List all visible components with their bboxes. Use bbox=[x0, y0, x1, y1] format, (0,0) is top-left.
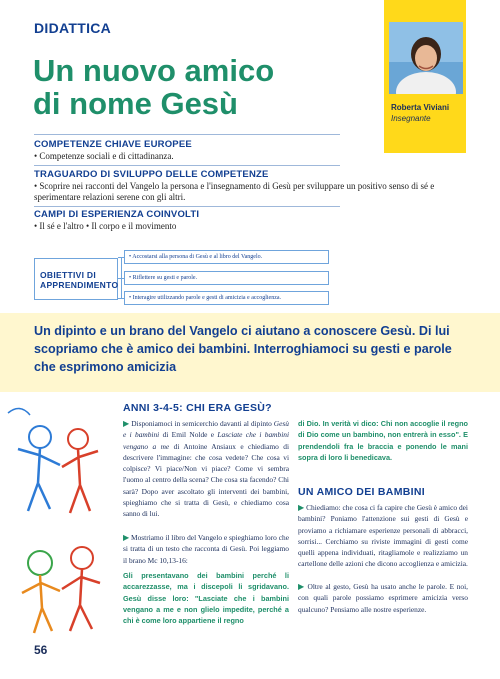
objective-item: • Accostarsi alla persona di Gesù e al libro del Vangelo. bbox=[124, 250, 329, 264]
section-heading: COMPETENZE CHIAVE EUROPEE bbox=[34, 139, 192, 150]
section-kicker: DIDATTICA bbox=[34, 20, 112, 36]
objective-item: • Riflettere su gesti e parole. bbox=[124, 271, 329, 285]
title-line-1: Un nuovo amico bbox=[33, 53, 275, 88]
section-text: • Il sé e l'altro • Il corpo e il movimento bbox=[34, 221, 177, 231]
page-title bbox=[33, 54, 373, 120]
gospel-quote: Gli presentavano dei bambini perché li accarezzasse, ma i discepoli li sgridavano. Gesù disse loro: "Lasciate che i bambini vengano a me e non glielo impedite, perché a chi è come loro appartiene il regno bbox=[123, 571, 289, 626]
triangle-bullet-icon: ▶ bbox=[123, 419, 130, 428]
text-run: Chiediamo: che cosa ci fa capire che Gesù è amico dei bambini? Poniamo l'attenzione sui gesti di Gesù e proviamo a richiamare esperienze personali di abbracci, sorrisi... Cerchiamo su riviste immagini di gesti come quelli appena individuati, ritagliamole e realizziamo un cartellone delle azioni che dicono accoglienza e amicizia. bbox=[298, 503, 468, 569]
article-paragraph bbox=[123, 532, 289, 566]
author-photo bbox=[389, 22, 463, 94]
objectives-label-line-2: APPRENDIMENTO bbox=[40, 280, 119, 290]
objectives-label-line-1: OBIETTIVI DI bbox=[40, 270, 97, 280]
page-number: 56 bbox=[34, 643, 48, 657]
intro-text: Un dipinto e un brano del Vangelo ci aiutano a conoscere Gesù. Di lui scopriamo che è amico dei bambini. Interroghiamoci su gesti e parole che esprimono amicizia bbox=[34, 324, 452, 374]
article-paragraph bbox=[298, 502, 468, 570]
author-photo-image bbox=[389, 22, 463, 94]
children-drawing-image bbox=[0, 393, 118, 650]
article-paragraph bbox=[298, 581, 468, 615]
article-heading: ANNI 3-4-5: CHI ERA GESÙ? bbox=[123, 402, 272, 414]
section-heading: TRAGUARDO DI SVILUPPO DELLE COMPETENZE bbox=[34, 169, 269, 180]
section-heading: CAMPI DI ESPERIENZA COINVOLTI bbox=[34, 209, 200, 220]
article-heading: UN AMICO DEI BAMBINI bbox=[298, 486, 425, 498]
divider bbox=[34, 165, 340, 166]
section-text: • Scoprire nei racconti del Vangelo la persona e l'insegnamento di Gesù per sviluppare un positivo senso di sé e sperimentare relazioni serene con gli altri. bbox=[34, 181, 435, 202]
gospel-quote-continued: di Dio. In verità vi dico: Chi non accoglie il regno di Dio come un bambino, non entrerà in esso". E prendendoli fra le braccia e ponendo le mani sopra di loro li benedicava. bbox=[298, 419, 468, 462]
painting-title: Lasciate che i bambini vengano a me bbox=[123, 430, 290, 451]
article-paragraph bbox=[123, 418, 289, 520]
title-line-2: di nome Gesù bbox=[33, 86, 238, 121]
text-run: Oltre al gesto, Gesù ha usato anche le parole. E noi, con quali parole possiamo esprimere amicizia verso qualcuno? Pensiamo alle nostre esperienze. bbox=[298, 582, 468, 614]
author-role: Insegnante bbox=[391, 114, 431, 123]
text-run: di Antoine Ansiaux e chiediamo di descrivere l'immagine: che cosa vedete? Che cosa vi colpisce? Vi piace/Non vi piace? Come vi sembra l'uomo al centro della scena? Che cosa sta facendo? Chi sarà? Dopo aver ascoltato gli interventi dei bambini, spieghiamo che si tratta di Gesù, e chiediamo cosa sanno di lui. bbox=[123, 441, 289, 519]
text-run: Disponiamoci in semicerchio davanti al dipinto bbox=[131, 419, 274, 428]
text-run: Mostriamo il libro del Vangelo e spieghiamo loro che si tratta di un testo che racconta di Gesù. Poi leggiamo il brano Mc 10,13-16: bbox=[123, 533, 289, 565]
author-name: Roberta Viviani bbox=[391, 103, 450, 112]
triangle-bullet-icon: ▶ bbox=[298, 582, 305, 591]
divider bbox=[34, 206, 340, 207]
painting-title: Gesù e i bambini bbox=[123, 419, 289, 440]
section-text: • Competenze sociali e di cittadinanza. bbox=[34, 151, 174, 161]
triangle-bullet-icon: ▶ bbox=[298, 503, 305, 512]
triangle-bullet-icon: ▶ bbox=[123, 533, 130, 542]
children-drawing bbox=[0, 393, 118, 650]
divider bbox=[34, 134, 340, 135]
objective-item: • Interagire utilizzando parole e gesti di amicizia e accoglienza. bbox=[124, 291, 329, 305]
objectives-label bbox=[40, 270, 118, 290]
text-run: di Emil Nolde e bbox=[159, 430, 218, 440]
